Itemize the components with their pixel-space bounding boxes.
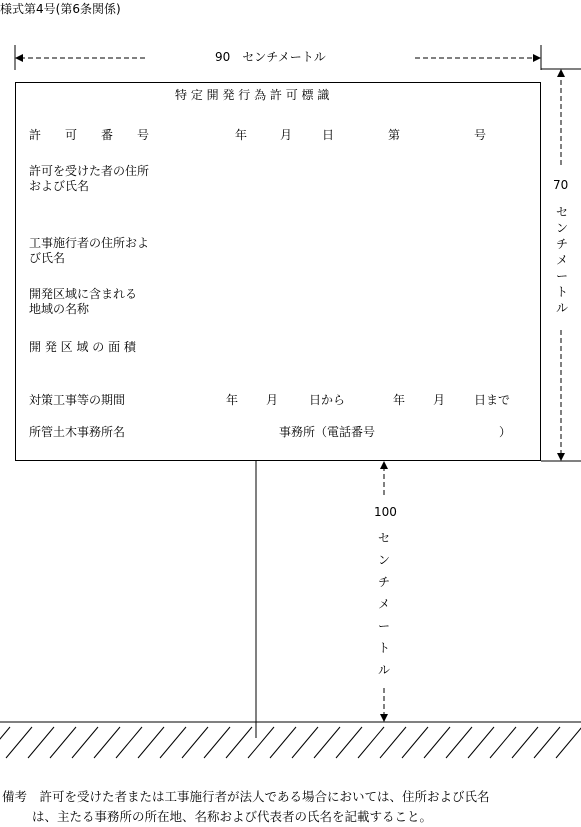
hatch-line bbox=[94, 727, 120, 758]
hatch-line bbox=[226, 727, 252, 758]
hatch-line bbox=[204, 727, 230, 758]
permit-holder-label-1: 許可を受けた者の住所 bbox=[29, 164, 150, 178]
hatch-line bbox=[160, 727, 186, 758]
hatch-line bbox=[292, 727, 318, 758]
office-label: 所管土木事務所名 bbox=[29, 425, 126, 439]
width-dimension-label: 90 センチメートル bbox=[215, 50, 326, 64]
permit-number-label: 許 可 番 号 bbox=[29, 128, 150, 142]
note-line-2: は、主たる事務所の所在地、名称および代表者の氏名を記載すること。 bbox=[32, 809, 433, 824]
note-line-1: 備考 許可を受けた者または工事施行者が法人である場合においては、住所および氏名 bbox=[2, 789, 490, 804]
hatch-line bbox=[512, 727, 538, 758]
hatch-line bbox=[28, 727, 54, 758]
height-unit-char: ン bbox=[555, 221, 568, 235]
period-label: 対策工事等の期間 bbox=[29, 393, 126, 407]
hatch-line bbox=[336, 727, 362, 758]
post-unit-char: ー bbox=[377, 619, 390, 633]
period-month2: 月 bbox=[433, 393, 446, 407]
period-year2: 年 bbox=[393, 393, 406, 407]
hatch-line bbox=[468, 727, 494, 758]
hatch-line bbox=[424, 727, 450, 758]
hatch-line bbox=[270, 727, 296, 758]
hatch-line bbox=[0, 727, 10, 758]
post-unit-char: ル bbox=[377, 663, 390, 677]
post-unit-char: ト bbox=[377, 641, 390, 655]
area-name-label-2: 地域の名称 bbox=[29, 302, 90, 316]
sign-title: 特 定 開 発 行 為 許 可 標 識 bbox=[175, 88, 330, 102]
hatch-line bbox=[556, 727, 581, 758]
height-unit-char: メ bbox=[555, 253, 568, 267]
hatch-line bbox=[490, 727, 516, 758]
hatch-line bbox=[402, 727, 428, 758]
area-name-label-1: 開発区域に含まれる bbox=[29, 287, 138, 301]
post-dimension-unit bbox=[374, 527, 394, 681]
form-title: 様式第4号(第6条関係) bbox=[0, 2, 121, 16]
hatch-line bbox=[138, 727, 164, 758]
hatch-line bbox=[248, 727, 274, 758]
ground-hatching bbox=[0, 727, 581, 758]
post-dimension-number: 100 bbox=[374, 505, 397, 519]
post-unit-char: メ bbox=[377, 597, 390, 611]
height-unit-char: ー bbox=[555, 269, 568, 283]
permit-year-label: 年 bbox=[235, 128, 248, 142]
hatch-line bbox=[534, 727, 560, 758]
period-from: 日から bbox=[309, 393, 346, 407]
permit-day-label: 日 bbox=[322, 128, 335, 142]
hatch-line bbox=[446, 727, 472, 758]
area-size-label: 開 発 区 域 の 面 積 bbox=[29, 340, 136, 354]
height-dimension-unit bbox=[552, 204, 572, 316]
office-phone-label: 事務所（電話番号 bbox=[279, 425, 376, 439]
post-unit-char: チ bbox=[377, 575, 390, 589]
permit-holder-label-2: および氏名 bbox=[29, 179, 90, 193]
contractor-label-1: 工事施行者の住所およ bbox=[29, 236, 150, 250]
hatch-line bbox=[358, 727, 384, 758]
hatch-line bbox=[6, 727, 32, 758]
period-year1: 年 bbox=[226, 393, 239, 407]
permit-month-label: 月 bbox=[280, 128, 293, 142]
hatch-line bbox=[116, 727, 142, 758]
height-unit-char: チ bbox=[555, 237, 568, 251]
height-unit-char: ル bbox=[555, 301, 568, 315]
hatch-line bbox=[314, 727, 340, 758]
contractor-label-2: び氏名 bbox=[29, 251, 66, 265]
hatch-line bbox=[182, 727, 208, 758]
height-unit-char: ト bbox=[555, 285, 568, 299]
period-month1: 月 bbox=[266, 393, 279, 407]
hatch-line bbox=[50, 727, 76, 758]
permit-go-label: 号 bbox=[474, 128, 487, 142]
height-unit-char: セ bbox=[555, 205, 568, 219]
hatch-line bbox=[380, 727, 406, 758]
height-dimension-number: 70 bbox=[553, 178, 569, 192]
office-phone-close: ） bbox=[499, 425, 512, 439]
post-unit-char: セ bbox=[377, 531, 390, 545]
post-unit-char: ン bbox=[377, 553, 390, 567]
permit-dai-label: 第 bbox=[388, 128, 401, 142]
hatch-line bbox=[72, 727, 98, 758]
period-until: 日まで bbox=[474, 393, 511, 407]
